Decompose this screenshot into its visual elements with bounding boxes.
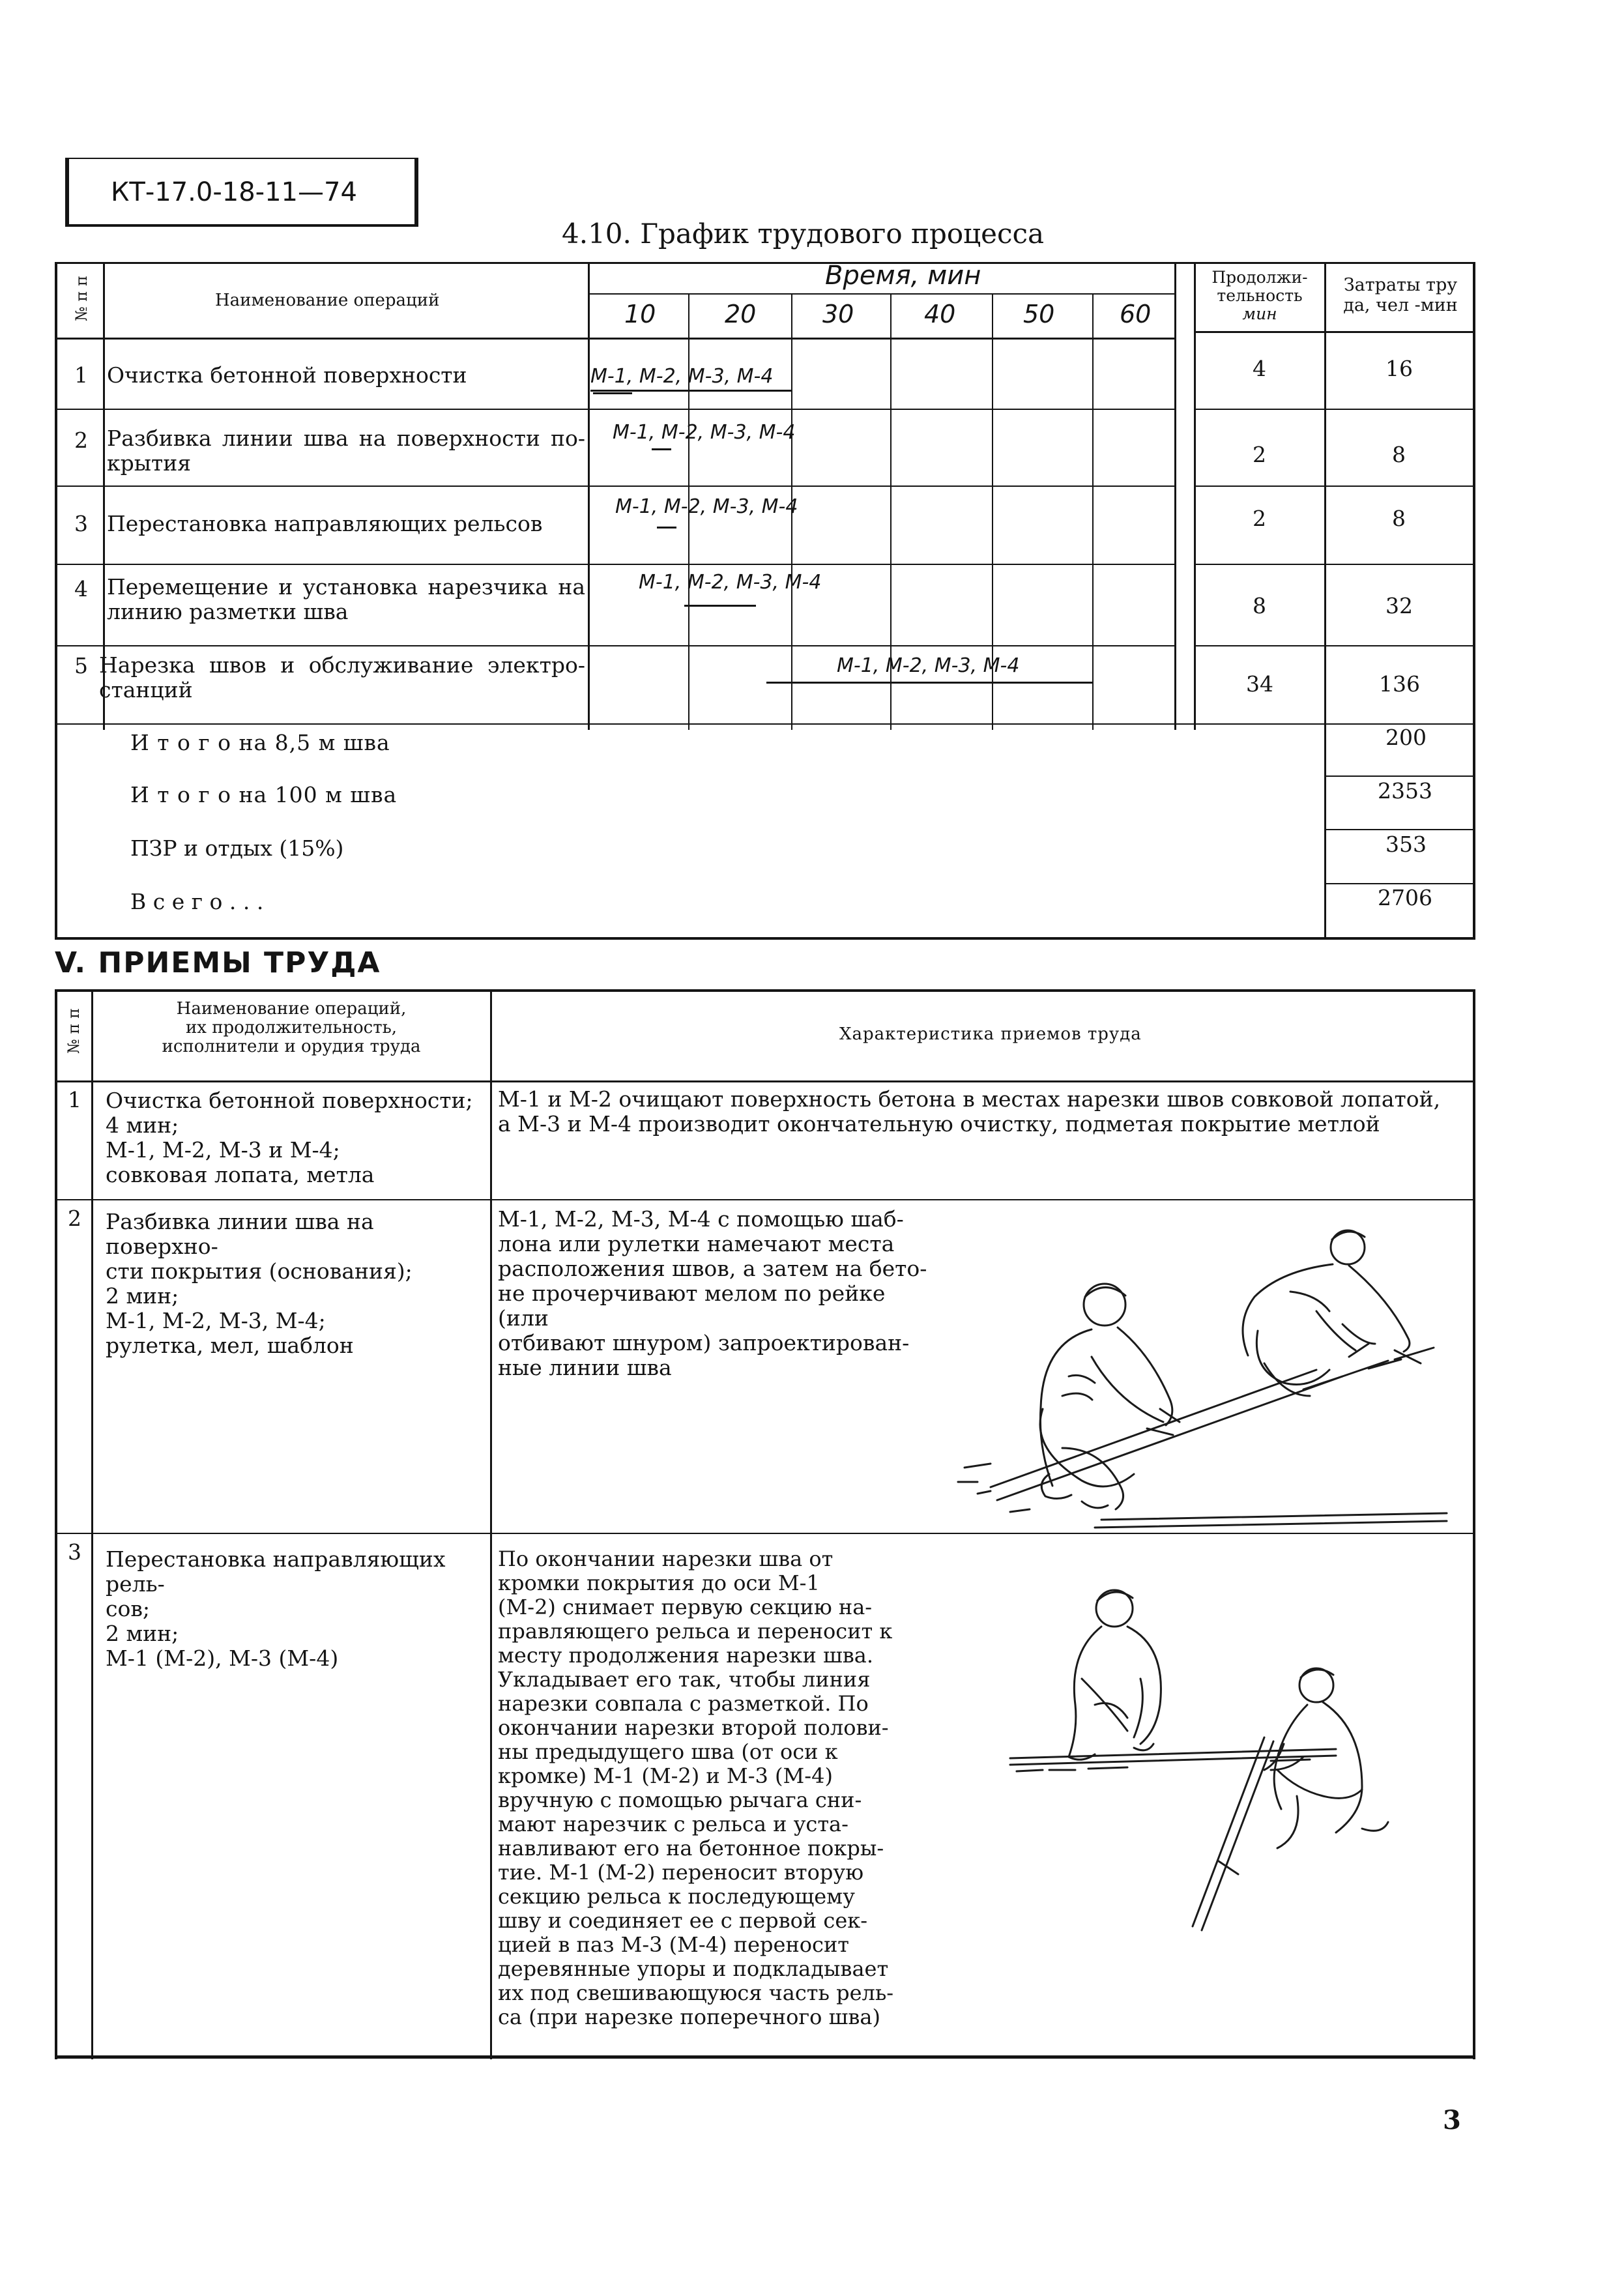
total-label: И т о г о на 8,5 м шва (130, 730, 390, 755)
header-line: Продолжи- (1211, 268, 1308, 287)
column-header-number: № п п (72, 276, 91, 321)
operation-name (107, 426, 585, 476)
total-label: ПЗР и отдых (15%) (130, 835, 344, 861)
header-line: исполнители и орудия труда (162, 1037, 421, 1056)
document-code: КТ-17.0-18-11—74 (111, 177, 357, 207)
duration-value: 34 (1246, 671, 1273, 697)
name-line: Разбивка линии шва на поверхности по- (107, 426, 585, 451)
header-line: тельность (1217, 286, 1303, 305)
operation-name: Перестановка направляющих рельсов (107, 511, 543, 536)
name-line: крытия (107, 450, 192, 476)
total-label: И т о г о на 100 м шва (130, 782, 398, 807)
chart-title: 4.10. График трудового процесса (562, 218, 1045, 250)
row-number: 2 (68, 1206, 81, 1231)
column-header-time: Время, мин (825, 261, 981, 291)
operation-name (107, 575, 585, 624)
row-number: 1 (68, 1087, 81, 1112)
duration-value: 8 (1253, 593, 1266, 618)
operation-details: Перестановка направляющих рель- сов; 2 мин; М-1 (М-2), М-3 (М-4) (106, 1546, 446, 1671)
total-value: 2706 (1378, 885, 1432, 910)
total-value: 353 (1385, 832, 1427, 857)
column-header-cost (1327, 275, 1474, 315)
operation-name: Очистка бетонной поверхности (107, 362, 467, 388)
header-line: Затраты тру (1343, 275, 1458, 295)
column-header-operation: Наименование операций (215, 291, 440, 310)
column-header-duration (1195, 268, 1324, 323)
header-line: Наименование операций, (176, 999, 407, 1019)
method-description: М-1 и М-2 очищают поверхность бетона в местах нарезки швов совковой лопатой, а М-3 и М-4 производит окончательную очистку, подметая покрытие метлой (498, 1086, 1441, 1137)
name-line: линию разметки шва (107, 599, 349, 624)
column-header-number: № п п (65, 1008, 83, 1054)
total-label: В с е г о . . . (130, 889, 264, 914)
header-line: мин (1242, 304, 1277, 323)
worker-bar-label: М-1, М-2, М-3, М-4 (613, 421, 796, 444)
row-number: 5 (74, 653, 88, 678)
total-value: 2353 (1378, 778, 1432, 804)
cost-value: 8 (1392, 506, 1406, 531)
duration-value: 2 (1253, 506, 1266, 531)
duration-value: 4 (1253, 356, 1266, 381)
cost-value: 136 (1379, 671, 1420, 697)
operation-details: Разбивка линии шва на поверхно- сти покрытия (основания); 2 мин; М-1, М-2, М-3, М-4; рулетка, мел, шаблон (106, 1209, 413, 1358)
worker-bar-label: М-1, М-2, М-3, М-4 (837, 654, 1020, 677)
column-header-operations (93, 1000, 490, 1056)
method-description: По окончании нарезки шва от кромки покрытия до оси М-1 (М-2) снимает первую секцию на- правляющего рельса и переносит к месту продолжения нарезки шва. Укладывает его так, чтобы линия нарезки совпала с разметкой. По окончании нарезки второй полови- ны предыдущего шва (от оси к кромке) М-1 (М-2) и М-3 (М-4) вручную с помощью рычага сни- мают нарезчик с рельса и уста- навливают его на бетонное покры- тие. М-1 (М-2) переносит вторую секцию рельса к последующему шву и соединяет ее с первой сек- цией в паз М-3 (М-4) переносит деревянные упоры и подкладывает их под свешивающуюся часть рель- са (при нарезке поперечного шва) (498, 1546, 894, 2029)
cost-value: 8 (1392, 442, 1406, 467)
header-line: их продолжительность, (185, 1018, 398, 1037)
workers-moving-rails-illustration (997, 1574, 1453, 1939)
time-tick: 40 (924, 300, 956, 328)
cost-value: 32 (1385, 593, 1413, 618)
time-tick: 10 (624, 300, 656, 328)
row-number: 1 (74, 362, 88, 388)
time-tick: 30 (822, 300, 854, 328)
time-tick: 60 (1120, 300, 1152, 328)
operation-details: Очистка бетонной поверхности; 4 мин; М-1, М-2, М-3 и М-4; совковая лопата, метла (106, 1088, 473, 1187)
time-tick: 20 (725, 300, 757, 328)
row-number: 3 (68, 1539, 81, 1565)
method-description: М-1, М-2, М-3, М-4 с помощью шаб- лона или рулетки намечают места расположения швов, а затем на бето- не прочерчивают мелом по рейке (или отбивают шнуром) запроектирован- ные линии шва (498, 1206, 927, 1380)
worker-bar-label: М-1, М-2, М-3, М-4 (615, 495, 798, 518)
name-line: Перемещение и установка нарезчика на (107, 574, 585, 600)
page-number: 3 (1443, 2105, 1461, 2136)
name-line: Нарезка швов и обслуживание электро- (99, 652, 585, 678)
row-number: 2 (74, 428, 88, 453)
row-number: 3 (74, 511, 88, 536)
section-title: V. ПРИЕМЫ ТРУДА (55, 946, 381, 979)
worker-bar-label: М-1, М-2, М-3, М-4 (590, 365, 774, 388)
row-number: 4 (74, 576, 88, 601)
time-tick: 50 (1023, 300, 1055, 328)
worker-bar-label: М-1, М-2, М-3, М-4 (639, 571, 822, 594)
total-value: 200 (1385, 725, 1427, 750)
workers-marking-illustration (951, 1213, 1466, 1530)
cost-value: 16 (1385, 356, 1413, 381)
header-line: да, чел -мин (1343, 295, 1458, 315)
column-header-description: Характеристика приемов труда (839, 1024, 1142, 1044)
name-line: станций (99, 677, 193, 703)
operation-name (99, 653, 585, 703)
duration-value: 2 (1253, 442, 1266, 467)
